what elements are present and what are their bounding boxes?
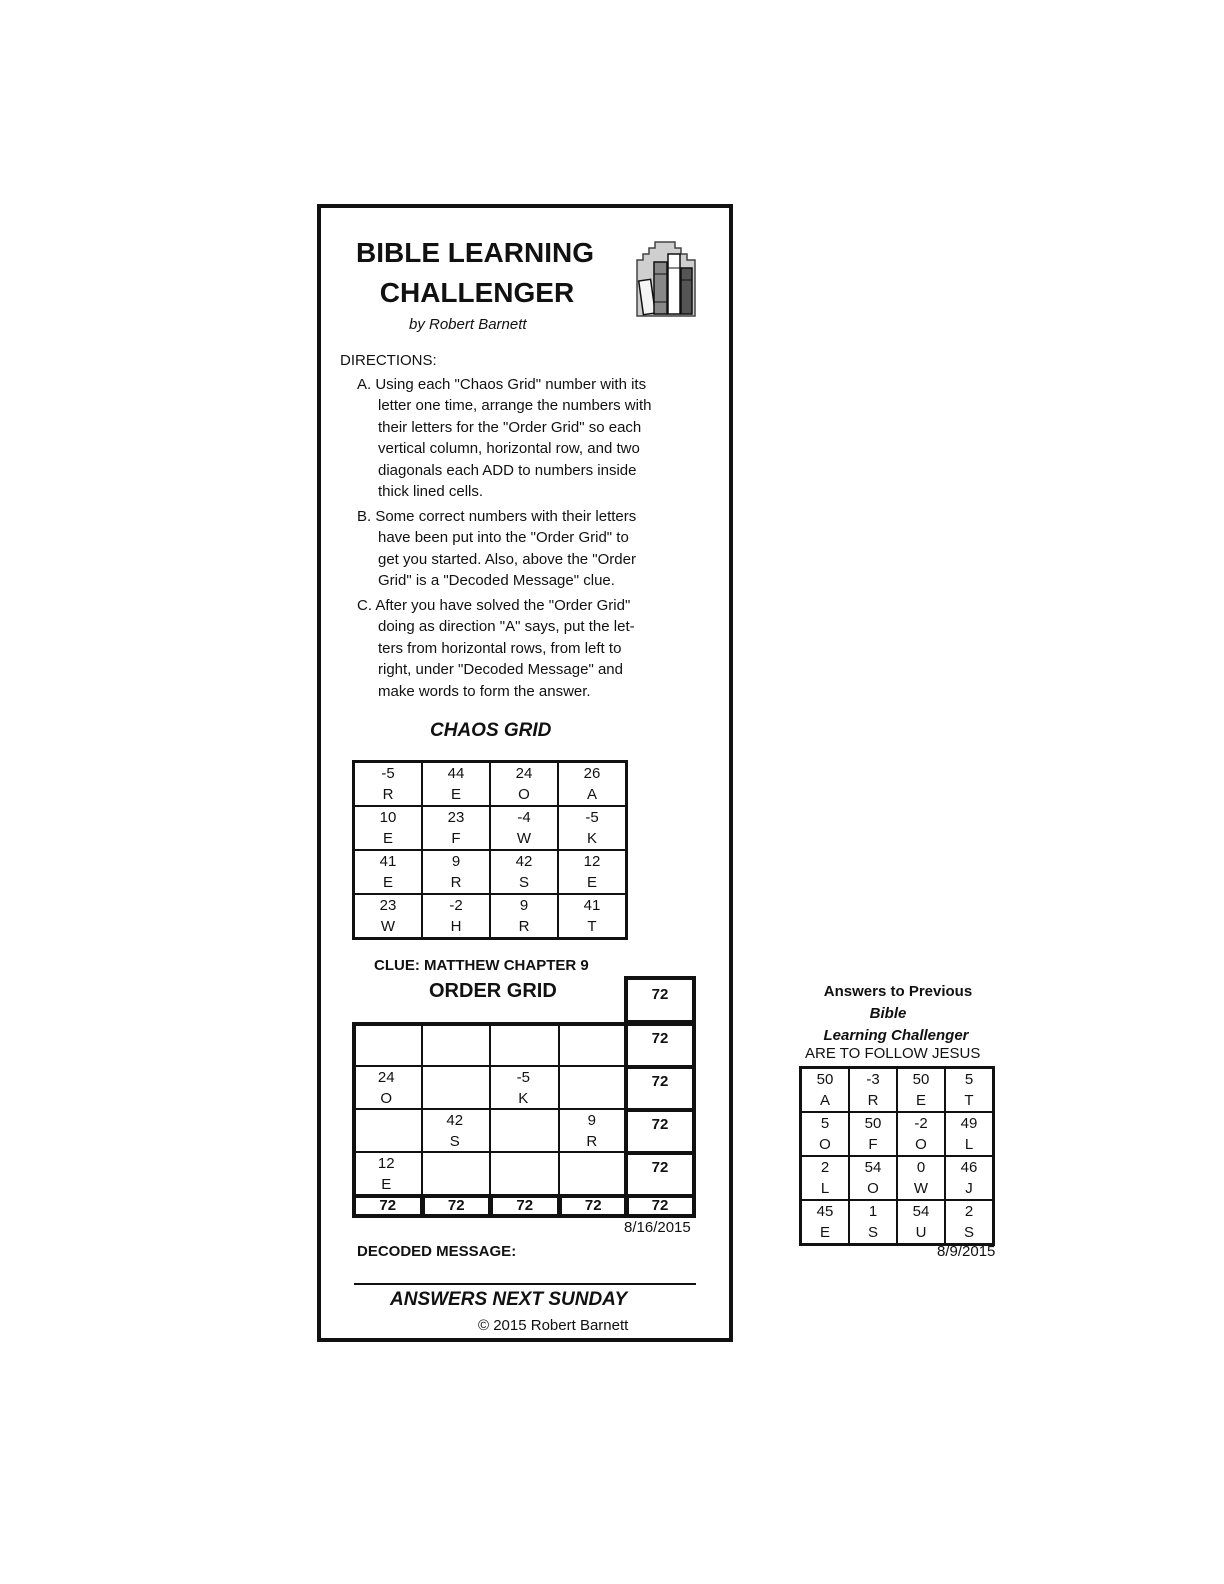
- cell-number: 42: [446, 1112, 464, 1129]
- clue-text: CLUE: MATTHEW CHAPTER 9: [374, 957, 589, 974]
- grid-line: [421, 1022, 423, 1194]
- cell-number: 24: [377, 1069, 395, 1086]
- grid-cell: [897, 1156, 945, 1200]
- cell-number: 23: [447, 809, 465, 826]
- direction-line: B. Some correct numbers with their letters: [357, 508, 637, 525]
- cell-number: 9: [519, 897, 529, 914]
- grid-border: [352, 1022, 356, 1194]
- cell-letter: O: [867, 1180, 879, 1197]
- cell-number: 41: [583, 897, 601, 914]
- row-sum-cell: 72: [624, 1065, 696, 1112]
- grid-line: [626, 1022, 628, 1194]
- cell-letter: S: [963, 1224, 974, 1241]
- grid-cell: [945, 1156, 994, 1200]
- cell-number: 9: [587, 1112, 596, 1129]
- cell-number: 10: [379, 809, 397, 826]
- grid-cell: [558, 806, 627, 850]
- grid-cell: [945, 1200, 994, 1245]
- cell-letter: R: [518, 918, 530, 935]
- cell-number: 5: [820, 1115, 830, 1132]
- grid-cell: [558, 850, 627, 894]
- previous-answers-bible: Bible: [869, 1005, 907, 1022]
- direction-line: right, under "Decoded Message" and: [378, 661, 623, 679]
- direction-line: thick lined cells.: [378, 483, 484, 501]
- grid-cell: [801, 1068, 850, 1113]
- column-sum-cell: 72: [421, 1194, 493, 1218]
- cell-letter: U: [915, 1224, 927, 1241]
- cell-letter: R: [450, 874, 462, 891]
- cell-letter: F: [451, 830, 461, 847]
- grid-cell: [354, 762, 423, 807]
- cell-number: 2: [964, 1203, 974, 1220]
- cell-letter: S: [449, 1133, 460, 1150]
- cell-number: 12: [583, 853, 601, 870]
- cell-number: 50: [816, 1071, 834, 1088]
- order-cell[interactable]: [421, 1110, 490, 1152]
- answers-next-sunday: ANSWERS NEXT SUNDAY: [390, 1289, 628, 1310]
- direction-b: [357, 506, 636, 592]
- cell-letter: L: [820, 1180, 830, 1197]
- grid-row: [801, 1068, 994, 1113]
- grid-cell: [801, 1200, 850, 1245]
- cell-letter: E: [915, 1092, 926, 1109]
- direction-line: make words to form the answer.: [378, 682, 591, 700]
- grid-cell: [490, 850, 558, 894]
- grid-cell: [897, 1068, 945, 1113]
- cell-letter: O: [915, 1136, 927, 1153]
- order-cell[interactable]: [489, 1067, 558, 1109]
- cell-letter: E: [450, 786, 461, 803]
- grid-row: [354, 850, 627, 894]
- direction-line: letter one time, arrange the numbers with: [378, 397, 652, 415]
- order-cell[interactable]: [352, 1153, 421, 1195]
- grid-row: [354, 894, 627, 939]
- grid-cell: [849, 1200, 897, 1245]
- previous-answers-title: Answers to Previous: [823, 983, 973, 1000]
- previous-date: 8/9/2015: [937, 1243, 996, 1260]
- cell-letter: W: [516, 830, 532, 847]
- order-cell[interactable]: [558, 1110, 627, 1152]
- cell-letter: E: [382, 874, 393, 891]
- direction-line: their letters for the "Order Grid" so each: [378, 418, 642, 436]
- grid-row: [801, 1200, 994, 1245]
- cell-number: 50: [864, 1115, 882, 1132]
- cell-letter: E: [381, 1176, 392, 1193]
- row-sum-cell: 72: [624, 1108, 696, 1155]
- row-sum-cell: 72: [624, 1151, 696, 1198]
- previous-answers-learning: Learning Challenger: [823, 1027, 969, 1044]
- direction-line: ters from horizontal rows, from left to: [378, 639, 622, 657]
- cell-number: 0: [916, 1159, 926, 1176]
- column-sum-cell: 72: [489, 1194, 561, 1218]
- grid-cell: [849, 1112, 897, 1156]
- cell-letter: F: [868, 1136, 878, 1153]
- column-sum-cell: 72: [558, 1194, 630, 1218]
- grid-cell: [897, 1112, 945, 1156]
- grid-cell: [558, 762, 627, 807]
- grid-cell: [422, 850, 490, 894]
- cell-letter: E: [819, 1224, 830, 1241]
- cell-number: 12: [377, 1155, 395, 1172]
- cell-number: 2: [820, 1159, 830, 1176]
- cell-number: 26: [583, 765, 601, 782]
- cell-letter: W: [913, 1180, 929, 1197]
- grid-cell: [422, 806, 490, 850]
- diagonal-sum-cell: 72: [624, 976, 696, 1024]
- decoded-message-line[interactable]: [354, 1283, 696, 1285]
- direction-line: Grid" is a "Decoded Message" clue.: [378, 572, 615, 590]
- cell-letter: T: [587, 918, 597, 935]
- grid-row: [354, 762, 627, 807]
- direction-a: [357, 374, 651, 502]
- grid-cell: [490, 806, 558, 850]
- order-grid-title: ORDER GRID: [429, 980, 557, 1002]
- cell-letter: E: [382, 830, 393, 847]
- byline: by Robert Barnett: [409, 316, 527, 333]
- grid-line: [489, 1022, 491, 1194]
- cell-letter: S: [867, 1224, 878, 1241]
- cell-letter: H: [450, 918, 462, 935]
- direction-line: diagonals each ADD to numbers inside: [378, 461, 637, 479]
- cell-letter: K: [518, 1090, 529, 1107]
- cell-number: -4: [517, 809, 531, 826]
- direction-line: vertical column, horizontal row, and two: [378, 440, 640, 458]
- cell-number: 50: [912, 1071, 930, 1088]
- grid-cell: [354, 850, 423, 894]
- grid-row: [801, 1156, 994, 1200]
- direction-line: A. Using each "Chaos Grid" number with its: [357, 376, 647, 393]
- cell-number: 54: [864, 1159, 882, 1176]
- cell-number: 1: [868, 1203, 878, 1220]
- cell-letter: S: [518, 874, 529, 891]
- cell-letter: L: [964, 1136, 974, 1153]
- cell-number: 5: [964, 1071, 974, 1088]
- cell-number: 45: [816, 1203, 834, 1220]
- cell-number: 42: [515, 853, 533, 870]
- cell-number: -5: [381, 765, 395, 782]
- cell-letter: O: [380, 1090, 393, 1107]
- cell-letter: R: [586, 1133, 598, 1150]
- cell-number: 44: [447, 765, 465, 782]
- grid-cell: [849, 1156, 897, 1200]
- grid-cell: [422, 762, 490, 807]
- title-line-1: BIBLE LEARNING: [356, 237, 594, 268]
- decoded-message-label: DECODED MESSAGE:: [357, 1243, 517, 1260]
- cell-number: 9: [451, 853, 461, 870]
- previous-answer-grid: [799, 1066, 995, 1246]
- direction-line: get you started. Also, above the "Order: [378, 550, 636, 568]
- cell-letter: R: [382, 786, 394, 803]
- grid-row: [354, 806, 627, 850]
- grid-cell: [354, 894, 423, 939]
- cell-letter: E: [586, 874, 597, 891]
- grid-line: [558, 1022, 560, 1194]
- cell-number: 46: [960, 1159, 978, 1176]
- cell-number: -5: [516, 1069, 530, 1086]
- column-sum-cell: 72: [352, 1194, 424, 1218]
- cell-number: -2: [914, 1115, 928, 1132]
- grid-cell: [945, 1112, 994, 1156]
- grid-cell: [490, 762, 558, 807]
- books-icon: [635, 240, 699, 318]
- grid-cell: [945, 1068, 994, 1113]
- cell-letter: O: [518, 786, 530, 803]
- cell-number: -5: [585, 809, 599, 826]
- cell-letter: A: [586, 786, 597, 803]
- order-cell[interactable]: [352, 1067, 421, 1109]
- grid-cell: [897, 1200, 945, 1245]
- grid-cell: [849, 1068, 897, 1113]
- grid-cell: [558, 894, 627, 939]
- grid-cell: [422, 894, 490, 939]
- cell-letter: A: [819, 1092, 830, 1109]
- direction-c: [357, 595, 635, 702]
- direction-line: doing as direction "A" says, put the let-: [378, 618, 635, 636]
- cell-number: -2: [449, 897, 463, 914]
- cell-number: 24: [515, 765, 533, 782]
- cell-letter: R: [867, 1092, 879, 1109]
- title-line-2: CHALLENGER: [379, 277, 575, 308]
- cell-letter: K: [586, 830, 597, 847]
- previous-answer-message: ARE TO FOLLOW JESUS: [805, 1045, 981, 1062]
- cell-letter: J: [965, 1180, 973, 1197]
- cell-letter: T: [964, 1092, 974, 1109]
- cell-number: 49: [960, 1115, 978, 1132]
- grid-cell: [801, 1112, 850, 1156]
- grid-cell: [354, 806, 423, 850]
- direction-line: have been put into the "Order Grid" to: [378, 529, 629, 547]
- order-grid-date: 8/16/2015: [624, 1219, 691, 1236]
- direction-line: C. After you have solved the "Order Grid": [357, 597, 631, 614]
- cell-number: 41: [379, 853, 397, 870]
- cell-letter: W: [380, 918, 396, 935]
- chaos-grid-title: CHAOS GRID: [430, 720, 552, 741]
- grid-cell: [490, 894, 558, 939]
- cell-number: 54: [912, 1203, 930, 1220]
- directions-heading: DIRECTIONS:: [340, 352, 437, 369]
- chaos-grid: [352, 760, 628, 940]
- grid-cell: [801, 1156, 850, 1200]
- cell-number: -3: [866, 1071, 880, 1088]
- row-sum-cell: 72: [624, 1022, 696, 1069]
- grid-row: [801, 1112, 994, 1156]
- cell-number: 23: [379, 897, 397, 914]
- copyright: © 2015 Robert Barnett: [478, 1317, 629, 1334]
- corner-sum-cell: 72: [624, 1194, 696, 1218]
- cell-letter: O: [819, 1136, 831, 1153]
